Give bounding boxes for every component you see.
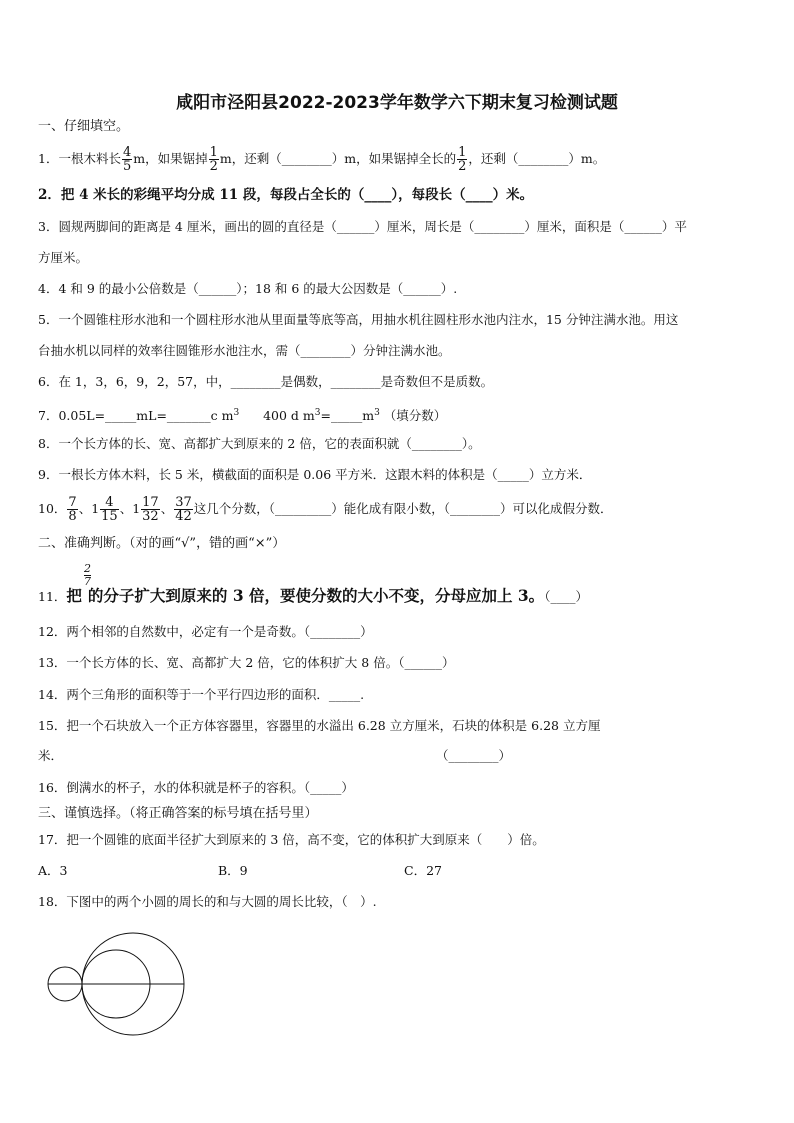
section-2-heading: 二、准确判断。（对的画“√”，错的画“×”） <box>38 536 286 551</box>
fraction-37-42: $\frac{37}{42}$ <box>175 495 192 524</box>
q10-sep-3: 、 <box>160 501 174 516</box>
question-9: 9．一根长方体木料，长 5 米，横截面的面积是 0.06 平方米．这跟木料的体积是（_____）立方米． <box>38 467 592 482</box>
circles-figure <box>40 930 200 1040</box>
question-1 <box>38 146 758 173</box>
q7-sup-3: 3 <box>374 408 380 418</box>
q11-text-a: 把 <box>66 586 82 605</box>
q7-part-d: （填分数） <box>383 408 447 424</box>
fraction-1-2: $\frac{1}{2}$ <box>209 145 218 174</box>
question-2: 2．把 4 米长的彩绳平均分成 11 段，每段占全长的（____），每段长（____）米。 <box>38 187 534 203</box>
fraction-4-15: $\frac{4}{15}$ <box>101 495 118 524</box>
question-15-line-1: 15．把一个石块放入一个正方体容器里，容器里的水溢出 6.28 立方厘米，石块的体积是 6.28 立方厘 <box>38 718 601 733</box>
q10-sep-2: 、1 <box>119 501 141 516</box>
question-7 <box>38 403 758 426</box>
fraction-7-8: $\frac{7}{8}$ <box>68 495 77 524</box>
question-18: 18．下图中的两个小圆的周长的和与大圆的周长比较，（ ）. <box>38 894 377 909</box>
fraction-1-2-b: $\frac{1}{2}$ <box>458 145 467 174</box>
question-3-line-1: 3．圆规两脚间的距离是 4 厘米，画出的圆的直径是（______）厘米，周长是（________）厘米，面积是（______）平 <box>38 219 687 234</box>
section-3-heading: 三、谨慎选择。（将正确答案的标号填在括号里） <box>38 806 318 821</box>
q1-number: 1． <box>38 151 59 166</box>
q1-text-a: 一根木料长 <box>58 151 121 166</box>
q7-part-c: =_____m <box>320 408 375 424</box>
fraction-17-32: $\frac{17}{32}$ <box>142 495 159 524</box>
option-c: C．27 <box>404 863 442 878</box>
q7-part-a: 7．0.05L=_____mL=_______c m <box>38 408 234 424</box>
question-17: 17．把一个圆锥的底面半径扩大到原来的 3 倍，高不变，它的体积扩大到原来（ ）倍。 <box>38 832 545 847</box>
q1-text-d: ，还剩（________）m。 <box>468 151 606 166</box>
q11-answer-blank: （____） <box>544 589 588 604</box>
q11-number: 11． <box>38 589 67 604</box>
question-6: 6．在 1，3，6，9，2，57，中，________是偶数，________是奇数但不是质数。 <box>38 374 494 389</box>
q11-text-b: 的分子扩大到原来的 3 倍，要使分数的大小不变，分母应加上 3。 <box>87 586 545 605</box>
fraction-4-5: $\frac{4}{5}$ <box>122 145 132 174</box>
question-16: 16．倒满水的杯子，水的体积就是杯子的容积。（_____） <box>38 780 354 795</box>
q10-sep-1: 、1 <box>78 501 100 516</box>
question-17-options <box>38 861 758 881</box>
q7-sup-1: 3 <box>233 408 240 418</box>
question-5-line-1: 5．一个圆锥柱形水池和一个圆柱形水池从里面量等底等高，用抽水机往圆柱形水池内注水，15 分钟注满水池。用这 <box>38 312 679 327</box>
q7-part-b: 400 d m <box>263 408 315 424</box>
question-4: 4．4 和 9 的最小公倍数是（______）；18 和 6 的最大公因数是（______）. <box>38 281 458 296</box>
q1-text-c: m，还剩（________）m，如果锯掉全长的 <box>219 151 457 166</box>
q1-text-b: m，如果锯掉 <box>133 151 208 166</box>
q10-tail: 这几个分数，（_________）能化成有限小数，（________）可以化成假分数． <box>193 501 613 516</box>
question-11 <box>38 586 758 607</box>
question-12: 12．两个相邻的自然数中，必定有一个是奇数。（________） <box>38 624 373 639</box>
question-3-line-2: 方厘米。 <box>38 250 89 265</box>
question-14: 14．两个三角形的面积等于一个平行四边形的面积．_____. <box>38 687 365 702</box>
q11-fraction: $\frac{2}{7}$ <box>84 562 91 588</box>
question-13: 13．一个长方体的长、宽、高都扩大 2 倍，它的体积扩大 8 倍。（______） <box>38 655 455 670</box>
question-10 <box>38 496 758 523</box>
question-5-line-2: 台抽水机以同样的效率往圆锥形水池注水，需（________）分钟注满水池。 <box>38 343 451 358</box>
q10-number: 10． <box>38 501 67 516</box>
q7-sup-2: 3 <box>314 408 321 418</box>
question-8: 8．一个长方体的长、宽、高都扩大到原来的 2 倍，它的表面积就（________）。 <box>38 436 481 451</box>
section-1-heading: 一、仔细填空。 <box>38 119 130 134</box>
page-title: 咸阳市泾阳县2022-2023学年数学六下期末复习检测试题 <box>176 93 618 113</box>
question-15-answer: （________） <box>436 748 512 763</box>
option-a: A．3 <box>38 863 68 878</box>
question-15-line-2: 米． <box>38 748 64 763</box>
option-b: B．9 <box>218 863 248 878</box>
